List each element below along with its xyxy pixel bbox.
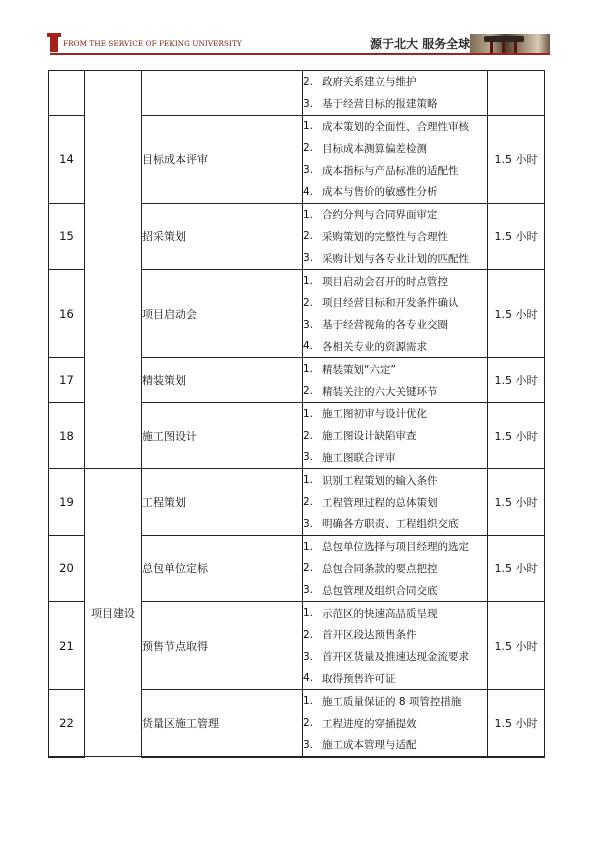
content-item: 3. 采购计划与各专业计划的匹配性 xyxy=(303,252,469,265)
header-subtitle: FROM THE SERVICE OF PEKING UNIVERSITY xyxy=(63,39,242,48)
header-divider xyxy=(50,53,550,55)
course-table xyxy=(48,70,545,758)
row-number: 14 xyxy=(49,115,85,203)
content-cell xyxy=(303,535,488,601)
content-cell xyxy=(303,270,488,358)
content-item: 1. 示范区的快速高品质呈现 xyxy=(303,607,438,620)
content-item: 1. 识别工程策划的输入条件 xyxy=(303,474,438,487)
header-gate-photo xyxy=(470,34,550,54)
page-header xyxy=(0,0,596,62)
topic-cell: 项目启动会 xyxy=(142,270,303,358)
row-number: 22 xyxy=(49,690,85,757)
content-item: 2. 施工图设计缺陷审查 xyxy=(303,429,417,443)
row-number: 16 xyxy=(49,270,85,358)
topic-cell xyxy=(142,71,303,116)
content-item: 3. 基于经营视角的各专业交圈 xyxy=(303,318,448,332)
row-number: 17 xyxy=(49,358,85,403)
table-row xyxy=(49,71,545,116)
row-number xyxy=(49,71,85,116)
content-item: 3. 施工成本管理与适配 xyxy=(303,738,417,752)
duration-cell: 1.5 小时 xyxy=(488,203,545,269)
row-number: 15 xyxy=(49,203,85,269)
content-cell xyxy=(303,203,488,269)
topic-cell: 目标成本评审 xyxy=(142,115,303,203)
duration-cell: 1.5 小时 xyxy=(488,690,545,757)
content-cell xyxy=(303,402,488,468)
content-cell xyxy=(303,358,488,403)
content-item: 1. 施工图初审与设计优化 xyxy=(303,407,427,421)
content-item: 4. 各相关专业的资源需求 xyxy=(303,340,427,353)
duration-cell: 1.5 小时 xyxy=(488,602,545,690)
table-row xyxy=(49,469,545,535)
content-item: 2. 目标成本测算偏差检测 xyxy=(303,142,427,155)
header-slogan: 源于北大 服务全球 xyxy=(370,37,471,51)
content-item: 2. 采购策划的完整性与合理性 xyxy=(303,230,448,243)
topic-cell: 施工图设计 xyxy=(142,402,303,468)
category-cell: 项目建设 xyxy=(85,469,142,757)
content-item: 2. 首开区段达预售条件 xyxy=(303,628,417,642)
content-item: 3. 总包管理及组织合同交底 xyxy=(303,584,438,597)
topic-cell: 货量区施工管理 xyxy=(142,690,303,757)
content-item: 1. 精装策划“六定” xyxy=(303,363,396,376)
content-item: 3. 施工图联合评审 xyxy=(303,451,396,464)
duration-cell: 1.5 小时 xyxy=(488,535,545,601)
content-item: 2. 总包合同条款的要点把控 xyxy=(303,562,438,575)
content-item: 2. 工程进度的穿插提效 xyxy=(303,717,417,730)
content-item: 2. 工程管理过程的总体策划 xyxy=(303,496,438,509)
duration-cell: 1.5 小时 xyxy=(488,358,545,403)
content-item: 1. 合约分判与合同界面审定 xyxy=(303,208,438,222)
duration-cell: 1.5 小时 xyxy=(488,270,545,358)
content-item: 3. 成本指标与产品标准的适配性 xyxy=(303,164,459,177)
content-cell xyxy=(303,602,488,690)
content-item: 4. 取得预售许可证 xyxy=(303,672,396,685)
topic-cell: 预售节点取得 xyxy=(142,602,303,690)
content-item: 3. 首开区货量及推速达现金流要求 xyxy=(303,650,469,664)
content-cell xyxy=(303,469,488,535)
content-item: 3. 明确各方职责、工程组织交底 xyxy=(303,517,459,531)
logo-mark xyxy=(50,36,58,52)
content-cell xyxy=(303,690,488,757)
content-item: 2. 项目经营目标和开发条件确认 xyxy=(303,296,459,310)
duration-cell xyxy=(488,71,545,116)
content-item: 3. 基于经营目标的报建策略 xyxy=(303,97,438,111)
content-item: 2. 政府关系建立与维护 xyxy=(303,75,417,89)
duration-cell: 1.5 小时 xyxy=(488,402,545,468)
content-item: 2. 精装关注的六大关键环节 xyxy=(303,385,438,398)
topic-cell: 精装策划 xyxy=(142,358,303,403)
row-number: 19 xyxy=(49,469,85,535)
duration-cell: 1.5 小时 xyxy=(488,469,545,535)
row-number: 20 xyxy=(49,535,85,601)
topic-cell: 工程策划 xyxy=(142,469,303,535)
topic-cell: 总包单位定标 xyxy=(142,535,303,601)
topic-cell: 招采策划 xyxy=(142,203,303,269)
content-item: 1. 总包单位选择与项目经理的选定 xyxy=(303,540,469,554)
content-item: 1. 成本策划的全面性、合理性审核 xyxy=(303,120,469,133)
row-number: 18 xyxy=(49,402,85,468)
content-item: 4. 成本与售价的敏感性分析 xyxy=(303,185,438,199)
content-cell xyxy=(303,71,488,116)
content-cell xyxy=(303,115,488,203)
content-item: 1. 项目启动会召开的时点管控 xyxy=(303,275,448,288)
row-number: 21 xyxy=(49,602,85,690)
duration-cell: 1.5 小时 xyxy=(488,115,545,203)
category-cell xyxy=(85,71,142,469)
content-item: 1. 施工质量保证的 8 项管控措施 xyxy=(303,695,462,708)
